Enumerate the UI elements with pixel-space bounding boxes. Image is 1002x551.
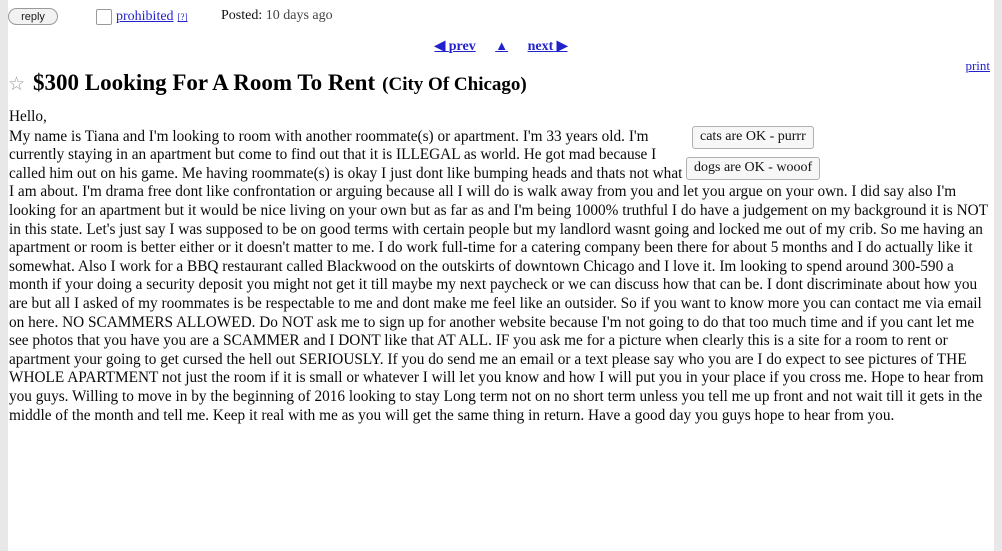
prev-label: prev <box>448 39 476 54</box>
posting-navigation <box>8 38 994 58</box>
posted-label: Posted: <box>221 8 263 23</box>
prohibited-help-icon[interactable]: [?] <box>177 12 188 22</box>
favorite-star-icon[interactable]: ☆ <box>8 74 26 95</box>
attribute-cats-ok: cats are OK - purrr <box>692 126 814 149</box>
posted-timestamp: 10 days ago <box>265 8 333 23</box>
posting-location-text: (City Of Chicago) <box>382 74 527 95</box>
attribute-group <box>692 126 842 188</box>
page-title <box>8 70 994 102</box>
print-link[interactable]: print <box>965 58 990 73</box>
posting-body <box>9 108 993 425</box>
posting-title-text: $300 Looking For A Room To Rent <box>33 70 376 95</box>
posted-info <box>221 8 333 24</box>
flag-checkbox-icon[interactable] <box>96 9 112 25</box>
prohibited-flag-group <box>96 6 188 28</box>
page-gutter-right <box>994 0 1002 551</box>
next-label: next <box>527 39 554 54</box>
prohibited-link[interactable]: prohibited <box>116 9 174 24</box>
prev-posting-link[interactable] <box>434 38 475 55</box>
page-gutter-left <box>0 0 8 551</box>
attribute-dogs-ok: dogs are OK - wooof <box>686 157 820 180</box>
posting-toolbar <box>8 6 994 30</box>
left-arrow-icon: ◀ <box>434 39 446 54</box>
reply-button[interactable]: reply <box>8 8 58 25</box>
right-arrow-icon: ▶ <box>556 39 568 54</box>
posting-greeting: Hello, <box>9 108 47 125</box>
posting-content <box>8 0 994 551</box>
posting-body-text: My name is Tiana and I'm looking to room with another roommate(s) or apartment. I'm 33 years old. I'm currently staying in an apartment but come to find out that it is ILLEGAL as world. He got mad because I called him out on his game. Me having roommate(s) is okay I just dont like bumping heads and thats not what I am about. I'm drama free dont like confrontation or arguing because all I will do is walk away from you and let you argue on your own. I did say also I'm looking for an apartment but it would be nice living on your own but as far as and I'm being 1000% truthful I do have a judgement on my background it is NOT in this state. Let's just say I was supposed to be on good terms with certain people but my landlord wasnt going and locked me out of my crib. So me having an apartment or room is better either or it doesn't matter to me. I do work full-time for a catering company been there for about 5 months and I do actually like it somewhat. Also I work for a BBQ restaurant called Blackwood on the outskirts of downtown Chicago and I love it. Im looking to spend around 300-590 a month if your doing a security deposit you might not get it till maybe my next paycheck or we can discuss how that can be. I dont discriminate about how you are but all I asked of my roommates is be respectable to me and dont make me feel like an outsider. So if you want to know more you can contact me via email on here. NO SCAMMERS ALLOWED. Do NOT ask me to sign up for another website because I'm not going to do that too much time and if you cant let me see photos that you have you are a SCAMMER and I DONT like that AT ALL. IF you ask me for a picture when clearly this is a site for a room to rent or apartment your going to get cursed the hell out SERIOUSLY. If you do send me an email or a text please say who you are I do expect to see pictures of THE WHOLE APARTMENT not just the room if it is small or whatever I will let you know and how I will put you in your place if you cross me. Hope to hear from you guys. Willing to move in by the beginning of 2016 looking to stay Long term not on no short term unless you tell me up front and not wait till it gets in the middle of the month and tell me. Keep it real with me as you will get the same thing in return. Have a good day you guys hope to hear from you. <box>9 127 988 424</box>
next-posting-link[interactable] <box>528 38 568 55</box>
up-arrow-icon[interactable]: ▲ <box>495 38 509 53</box>
